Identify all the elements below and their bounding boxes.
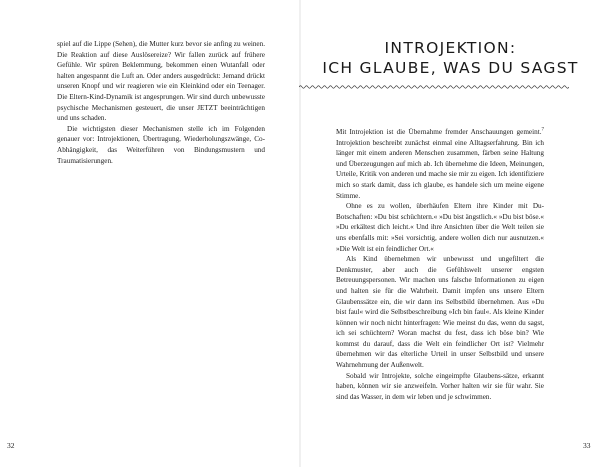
right-page (301, 0, 600, 467)
paragraph-1-text-a: Mit Introjektion ist die Übernahme fremder Anschauungen gemeint. (336, 128, 542, 136)
page-number-left: 32 (7, 441, 15, 450)
left-paragraph-1: spiel auf die Lippe (Sehen), die Mutter kurz bevor sie anfing zu weinen. Die Reaktion auf diese Auslösereize? Wir fallen zurück auf frühere Gefühle. Wir spüren Beklemmung, bekommen einen Wutanfall oder halten angespannt die Luft an. Oder anders ausgedrückt: Jemand drückt unseren Knopf und wir reagieren wie ein Kleinkind oder ein Teenager. Die Eltern-Kind-Dynamik ist angesprungen. Wir sind durch unbewusste psychische Mechanismen gesteuert, die unser JETZT beeinträchtigen und uns schaden. (57, 40, 265, 123)
right-paragraph-4: Sobald wir Introjekte, solche eingeimpfte Glaubens-sätze, erkannt haben, können wir sie anzweifeln. Vorher halten wir sie für wahr. Sie sind das Wasser, in dem wir leben und je schwimmen. (336, 371, 544, 401)
chapter-title-line-2: ICH GLAUBE, WAS DU SAGST (322, 59, 579, 77)
paragraph-1-text-b: Introjektion beschreibt zunächst einmal eine Alltagserfahrung. Bin ich länger mit einem anderen Menschen zusammen, färben seine Haltung und Überzeugungen auf mich ab. Ich übernehme die Ideen, Meinungen, Urteile, Kritik von anderen und mache sie mir zu eigen. Ich identifiziere mich so stark damit, dass ich glaube, es handele sich um meine eigene Stimme. (336, 138, 544, 200)
right-body-text (336, 127, 544, 402)
page-number-right: 33 (583, 441, 591, 450)
right-paragraph-2: Ohne es zu wollen, überhäufen Eltern ihre Kinder mit Du-Botschaften: »Du bist schüchtern.« »Du bist ängstlich.« »Du bist böse.« »Du erkältest dich leicht.« Und ihre Ansichten über die Welt teilen sie uns ebenfalls mit: »Sei vorsichtig, andere wollen dich nur ausnutzen.« »Die Welt ist ein feindlicher Ort.« (336, 202, 544, 253)
wavy-divider (299, 84, 569, 90)
chapter-title (301, 38, 600, 78)
right-paragraph-1 (336, 127, 544, 201)
chapter-title-line-1: INTROJEKTION: (384, 39, 517, 57)
left-paragraph-2: Die wichtigsten dieser Mechanismen stelle ich im Folgenden genauer vor: Introjektionen, Übertragung, Wiederholungszwänge, Co-Abhängigkeit, das Weiterführen von Bindungsmustern und Traumatisierungen. (57, 124, 265, 165)
footnote-marker: 7 (541, 127, 544, 133)
left-body-text (57, 39, 265, 166)
right-paragraph-3: Als Kind übernehmen wir unbewusst und ungefiltert die Denkmuster, aber auch die Gefühlswelt unserer engsten Betreuungspersonen. Wir machen uns falsche Informationen zu eigen und halten sie für die Wahrheit. Damit impfen uns unsere Eltern Glaubenssätze ein, die wir dann ins Selbstbild übernehmen. Aus »Du bist faul« wird die Selbstbeschreibung »Ich bin faul«. Als kleine Kinder können wir noch nicht hinterfragen: Wie meinst du das, wenn du sagst, ich sei schüchtern? Woran machst du fest, dass ich böse bin? Wie kommst du darauf, dass die Welt ein feindlicher Ort ist? Vielmehr übernehmen wir das elterliche Urteil in unser Selbstbild und unsere Wahrnehmung der Außenwelt. (336, 255, 544, 370)
left-page (0, 0, 299, 467)
